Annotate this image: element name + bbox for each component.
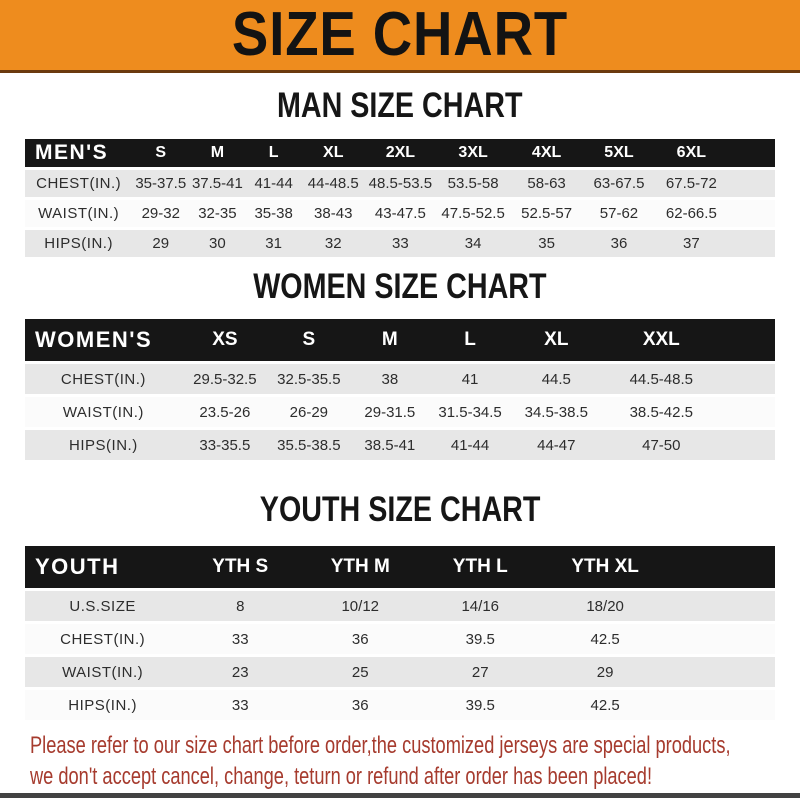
- size-value: 33: [180, 689, 300, 721]
- size-value: 44-47: [510, 429, 602, 461]
- size-value: 41-44: [430, 429, 510, 461]
- size-value: 52.5-57: [510, 199, 583, 229]
- row-label: CHEST(IN.): [25, 363, 182, 396]
- cell-filler: [670, 689, 775, 721]
- size-value: 29: [132, 229, 189, 258]
- column-header: 2XL: [365, 139, 436, 169]
- row-label: HIPS(IN.): [25, 689, 180, 721]
- table-row: [25, 363, 775, 396]
- order-note: [0, 730, 800, 792]
- order-note-line-2: we don't accept cancel, change, teturn or refund after order has been placed!: [30, 763, 653, 790]
- column-header: 4XL: [510, 139, 583, 169]
- column-filler: [728, 139, 775, 169]
- women-size-chart-title: WOMEN SIZE CHART: [253, 267, 547, 306]
- size-value: 23.5-26: [182, 396, 268, 429]
- row-label: HIPS(IN.): [25, 429, 182, 461]
- cell-filler: [670, 590, 775, 623]
- men-size-table: [25, 139, 775, 257]
- cell-filler: [670, 623, 775, 656]
- size-value: 31: [246, 229, 302, 258]
- cell-filler: [720, 396, 775, 429]
- size-value: 38-43: [302, 199, 365, 229]
- table-corner-label: YOUTH: [25, 546, 180, 590]
- size-value: 33-35.5: [182, 429, 268, 461]
- table-row: [25, 590, 775, 623]
- size-value: 47-50: [602, 429, 720, 461]
- cell-filler: [728, 229, 775, 258]
- size-value: 53.5-58: [436, 169, 510, 199]
- bottom-divider: [0, 793, 800, 798]
- order-note-line-1: Please refer to our size chart before order,the customized jerseys are special products,: [30, 732, 731, 759]
- size-value: 36: [300, 689, 420, 721]
- size-value: 57-62: [583, 199, 655, 229]
- size-value: 37: [655, 229, 728, 258]
- table-row: [25, 429, 775, 461]
- column-header: M: [189, 139, 245, 169]
- row-label: HIPS(IN.): [25, 229, 132, 258]
- size-value: 23: [180, 656, 300, 689]
- size-table: [25, 319, 775, 460]
- section-heading-youth: [0, 492, 800, 528]
- size-value: 29-32: [132, 199, 189, 229]
- size-value: 35-38: [246, 199, 302, 229]
- table-row: [25, 396, 775, 429]
- column-header: M: [350, 319, 430, 363]
- column-header: XXL: [602, 319, 720, 363]
- section-heading-women: [0, 269, 800, 305]
- size-value: 29.5-32.5: [182, 363, 268, 396]
- size-value: 34: [436, 229, 510, 258]
- column-header: YTH M: [300, 546, 420, 590]
- size-value: 8: [180, 590, 300, 623]
- size-value: 37.5-41: [189, 169, 245, 199]
- size-value: 29-31.5: [350, 396, 430, 429]
- size-value: 38.5-42.5: [602, 396, 720, 429]
- size-value: 29: [540, 656, 670, 689]
- women-size-table: [25, 319, 775, 460]
- table-row: [25, 689, 775, 721]
- size-value: 34.5-38.5: [510, 396, 602, 429]
- size-value: 33: [365, 229, 436, 258]
- table-corner-label: WOMEN'S: [25, 319, 182, 363]
- table-row: [25, 169, 775, 199]
- size-value: 10/12: [300, 590, 420, 623]
- size-value: 33: [180, 623, 300, 656]
- column-header: L: [246, 139, 302, 169]
- size-value: 47.5-52.5: [436, 199, 510, 229]
- table-row: [25, 656, 775, 689]
- table-header-row: [25, 319, 775, 363]
- column-header: YTH S: [180, 546, 300, 590]
- size-value: 35: [510, 229, 583, 258]
- cell-filler: [720, 363, 775, 396]
- size-value: 44.5: [510, 363, 602, 396]
- size-value: 44-48.5: [302, 169, 365, 199]
- size-table: [25, 546, 775, 720]
- size-value: 31.5-34.5: [430, 396, 510, 429]
- table-row: [25, 229, 775, 258]
- column-header: 3XL: [436, 139, 510, 169]
- size-value: 27: [420, 656, 540, 689]
- size-value: 26-29: [268, 396, 350, 429]
- size-value: 62-66.5: [655, 199, 728, 229]
- column-header: XL: [510, 319, 602, 363]
- size-value: 30: [189, 229, 245, 258]
- size-value: 48.5-53.5: [365, 169, 436, 199]
- size-value: 39.5: [420, 689, 540, 721]
- size-value: 35.5-38.5: [268, 429, 350, 461]
- column-header: S: [268, 319, 350, 363]
- table-row: [25, 623, 775, 656]
- youth-size-table: [25, 546, 775, 720]
- size-value: 43-47.5: [365, 199, 436, 229]
- column-filler: [720, 319, 775, 363]
- size-value: 32: [302, 229, 365, 258]
- column-filler: [670, 546, 775, 590]
- table-corner-label: MEN'S: [25, 139, 132, 169]
- size-value: 14/16: [420, 590, 540, 623]
- column-header: S: [132, 139, 189, 169]
- size-table: [25, 139, 775, 257]
- size-value: 38.5-41: [350, 429, 430, 461]
- cell-filler: [728, 169, 775, 199]
- size-value: 38: [350, 363, 430, 396]
- row-label: CHEST(IN.): [25, 623, 180, 656]
- column-header: YTH XL: [540, 546, 670, 590]
- size-value: 36: [583, 229, 655, 258]
- column-header: XL: [302, 139, 365, 169]
- cell-filler: [670, 656, 775, 689]
- column-header: YTH L: [420, 546, 540, 590]
- size-value: 58-63: [510, 169, 583, 199]
- size-value: 39.5: [420, 623, 540, 656]
- size-value: 18/20: [540, 590, 670, 623]
- size-value: 32-35: [189, 199, 245, 229]
- size-value: 42.5: [540, 689, 670, 721]
- column-header: 6XL: [655, 139, 728, 169]
- section-heading-man: [0, 88, 800, 124]
- row-label: CHEST(IN.): [25, 169, 132, 199]
- size-value: 44.5-48.5: [602, 363, 720, 396]
- cell-filler: [728, 199, 775, 229]
- table-header-row: [25, 546, 775, 590]
- youth-size-chart-title: YOUTH SIZE CHART: [259, 490, 541, 529]
- size-value: 41-44: [246, 169, 302, 199]
- size-value: 35-37.5: [132, 169, 189, 199]
- size-value: 42.5: [540, 623, 670, 656]
- column-header: L: [430, 319, 510, 363]
- cell-filler: [720, 429, 775, 461]
- row-label: WAIST(IN.): [25, 396, 182, 429]
- man-size-chart-title: MAN SIZE CHART: [277, 86, 523, 125]
- row-label: WAIST(IN.): [25, 199, 132, 229]
- table-header-row: [25, 139, 775, 169]
- column-header: XS: [182, 319, 268, 363]
- size-value: 36: [300, 623, 420, 656]
- row-label: WAIST(IN.): [25, 656, 180, 689]
- size-chart-banner: [0, 0, 800, 73]
- column-header: 5XL: [583, 139, 655, 169]
- size-value: 25: [300, 656, 420, 689]
- row-label: U.S.SIZE: [25, 590, 180, 623]
- banner-title: SIZE CHART: [231, 0, 569, 69]
- size-value: 63-67.5: [583, 169, 655, 199]
- size-value: 32.5-35.5: [268, 363, 350, 396]
- table-row: [25, 199, 775, 229]
- size-value: 41: [430, 363, 510, 396]
- size-value: 67.5-72: [655, 169, 728, 199]
